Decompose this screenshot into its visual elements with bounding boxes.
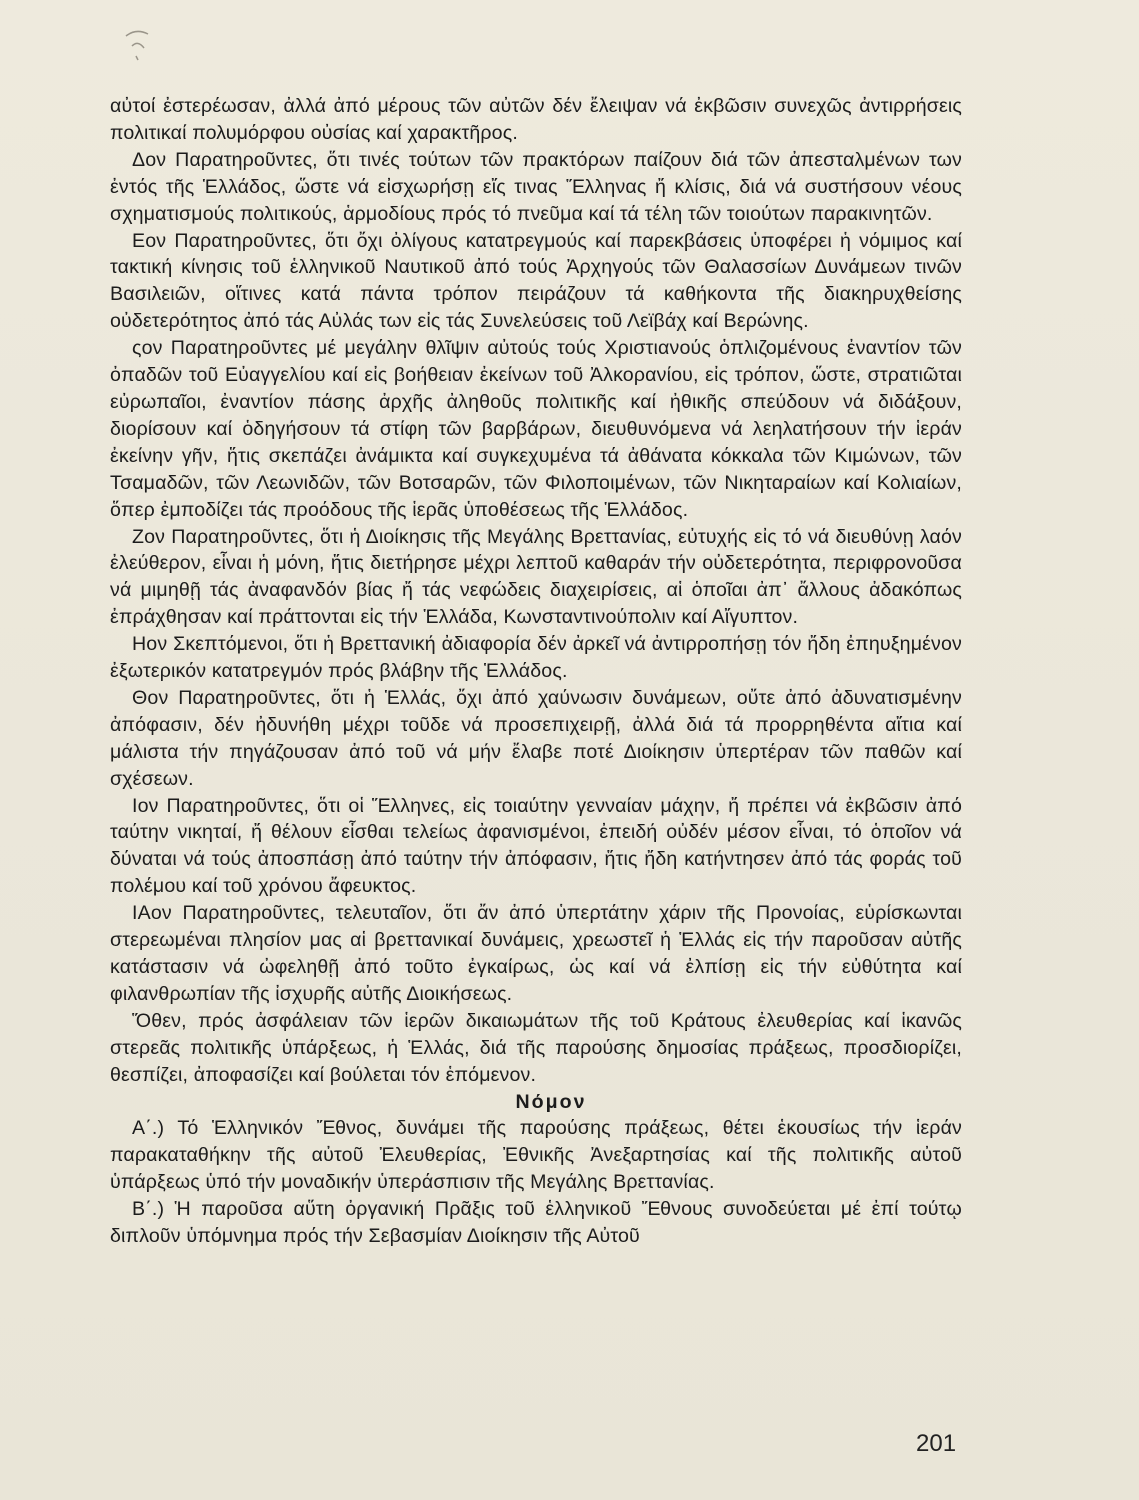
paragraph-9: Θον Παρατηροῦντες, ὅτι ἡ Ἑλλάς, ὄχι ἀπό χαύνωσιν δυνάμεων, οὔτε ἀπό ἀδυνατισμένην ἀπόφασιν, δέν ἠδυνήθη μέχρι τοῦδε νά προσεπιχειρῇ, ἀλλά διά τά προρρηθέντα αἴτια καί μάλιστα τήν πηγάζουσαν ἀπό τοῦ νά μήν ἔλαβε ποτέ Διοίκησιν ὑπερτέραν τῶν παθῶν καί σχέσεων. bbox=[110, 686, 962, 790]
section-heading: Νόμον bbox=[515, 1090, 587, 1113]
paragraph-5: Εον Παρατηροῦντες, ὅτι ὄχι ὀλίγους κατατρεγμούς καί παρεκβάσεις ὑποφέρει ἡ νόμιμος καί τακτική κίνησις τοῦ ἑλληνικοῦ Ναυτικοῦ ἀπό τούς Ἀρχηγούς τῶν Θαλασσίων Δυνάμεων τινῶν Βασιλειῶν, οἵτινες κατά πάντα τρόπον πειράζουν τά καθήκοντα τῆς διακηρυχθείσης οὐδετερότητος ἀπό τάς Αὐλάς των εἰς τάς Συνελεύσεις τοῦ Λεϊβάχ καί Βερώνης. bbox=[110, 229, 962, 333]
page-number: 201 bbox=[916, 1430, 957, 1457]
pencil-mark-icon bbox=[122, 26, 158, 66]
paragraph-4: Δον Παρατηροῦντες, ὅτι τινές τούτων τῶν πρακτόρων παίζουν διά τῶν ἀπεσταλμένων των ἐντός τῆς Ἑλλάδος, ὥστε νά εἰσχωρήσῃ εἴς τινας Ἕλληνας ἤ κλίσις, διά νά συστήσουν νέους σχηματισμούς πολιτικούς, ἁρμοδίους πρός τό πνεῦμα καί τά τέλη τῶν τοιούτων παρακινητῶν. bbox=[110, 148, 962, 225]
paragraph-7: Ζον Παρατηροῦντες, ὅτι ἡ Διοίκησις τῆς Μεγάλης Βρεττανίας, εὐτυχής εἰς τό νά διευθύνῃ λαόν ἐλεύθερον, εἶναι ἡ μόνη, ἥτις διετήρησε μέχρι λεπτοῦ καθαράν τήν οὐδετερότητα, περιφρονοῦσα νά μιμηθῇ τάς ἀναφανδόν βίας ἤ τάς νεφώδεις διαχειρίσεις, αἱ ὁποῖαι ἀπ᾽ ἄλλους ἀδακόπως ἐπράχθησαν καί πράττονται εἰς τήν Ἑλλάδα, Κωνσταντινούπολιν καί Αἴγυπτον. bbox=[110, 525, 962, 629]
paragraph-6: ςον Παρατηροῦντες μέ μεγάλην θλῖψιν αὐτούς τούς Χριστιανούς ὁπλιζομένους ἐναντίον τῶν ὀπαδῶν τοῦ Εὐαγγελίου καί εἰς βοήθειαν ἐκείνων τοῦ Ἀλκορανίου, εἰς τρόπον, ὥστε, στρατιῶται εὐρωπαῖοι, ἐναντίον πάσης ἀρχῆς ἀληθοῦς πολιτικῆς καί ἠθικῆς σπεύδουν νά διδάξουν, διορίσουν καί ὁδηγήσουν τά στίφη τῶν βαρβάρων, διευθυνόμενα νά λεηλατήσουν τήν ἱεράν ἐκείνην γῆν, ἥτις σκεπάζει ἀνάμικτα καί συγκεχυμένα τά ἀθάνατα κόκκαλα τῶν Κιμώνων, τῶν Τσαμαδῶν, τῶν Λεωνιδῶν, τῶν Βοτσαρῶν, τῶν Φιλοποιμένων, τῶν Νικηταραίων καί Κολιαίων, ὅπερ ἐμποδίζει τάς προόδους τῆς ἱερᾶς ὑποθέσεως τῆς Ἑλλάδος. bbox=[110, 337, 962, 521]
intro-paragraph: αὐτοί ἐστερέωσαν, ἀλλά ἀπό μέρους τῶν αὐτῶν δέν ἔλειψαν νά ἐκβῶσιν συνεχῶς ἀντιρρήσεις πολιτικαί πολυμόρφου οὐσίας καί χαρακτῆρος. bbox=[110, 95, 962, 144]
paragraph-conclusion: Ὅθεν, πρός ἀσφάλειαν τῶν ἱερῶν δικαιωμάτων τῆς τοῦ Κράτους ἐλευθερίας καί ἱκανῶς στερεᾶς πολιτικῆς ὑπάρξεως, ἡ Ἑλλάς, διά τῆς παρούσης δημοσίας πράξεως, προσδιορίζει, θεσπίζει, ἀποφασίζει καί βούλεται τόν ἑπόμενον. bbox=[110, 1009, 962, 1086]
article-b: Β΄.) Ἡ παροῦσα αὕτη ὀργανική Πρᾶξις τοῦ ἑλληνικοῦ Ἔθνους συνοδεύεται μέ ἐπί τούτῳ διπλοῦν ὑπόμνημα πρός τήν Σεβασμίαν Διοίκησιν τῆς Αὐτοῦ bbox=[110, 1198, 962, 1248]
article-a: Α΄.) Τό Ἑλληνικόν Ἔθνος, δυνάμει τῆς παρούσης πράξεως, θέτει ἑκουσίως τήν ἱεράν παρακαταθήκην τῆς αὐτοῦ Ἐλευθερίας, Ἐθνικῆς Ἀνεξαρτησίας καί τῆς πολιτικῆς αὐτοῦ ὑπάρξεως ὑπό τήν μοναδικήν ὑπεράσπισιν τῆς Μεγάλης Βρεττανίας. bbox=[110, 1117, 962, 1194]
paragraph-10: Ιον Παρατηροῦντες, ὅτι οἱ Ἕλληνες, εἰς τοιαύτην γενναίαν μάχην, ἤ πρέπει νά ἐκβῶσιν ἀπό ταύτην νικηταί, ἤ θέλουν εἶσθαι τελείως ἀφανισμένοι, ἐπειδή οὐδέν μέσον εἶναι, τό ὁποῖον νά δύναται νά τούς ἀποσπάσῃ ἀπό ταύτην τήν ἀπόφασιν, ἥτις ἤδη κατήντησεν ἀπό τάς φοράς τοῦ πολέμου καί τοῦ χρόνου ἄφευκτος. bbox=[110, 794, 962, 898]
paragraph-11: ΙΑον Παρατηροῦντες, τελευταῖον, ὅτι ἄν ἀπό ὑπερτάτην χάριν τῆς Προνοίας, εὑρίσκωνται στερεωμέναι πλησίον μας αἱ βρεττανικαί δυνάμεις, χρεωστεῖ ἡ Ἑλλάς εἰς τήν παροῦσαν αὐτῆς κατάστασιν νά ὠφεληθῇ ἀπό τοῦτο ἐγκαίρως, ὡς καί νά ἐλπίσῃ εἰς τήν εὐθύτητα καί φιλανθρωπίαν τῆς ἰσχυρῆς αὐτῆς Διοικήσεως. bbox=[110, 902, 962, 1005]
body-text bbox=[110, 93, 962, 1250]
paragraph-8: Ηον Σκεπτόμενοι, ὅτι ἡ Βρεττανική ἀδιαφορία δέν ἀρκεῖ νά ἀντιρροπήσῃ τόν ἤδη ἐπηυξημένον ἐξωτερικόν κατατρεγμόν πρός βλάβην τῆς Ἑλλάδος. bbox=[110, 633, 962, 683]
